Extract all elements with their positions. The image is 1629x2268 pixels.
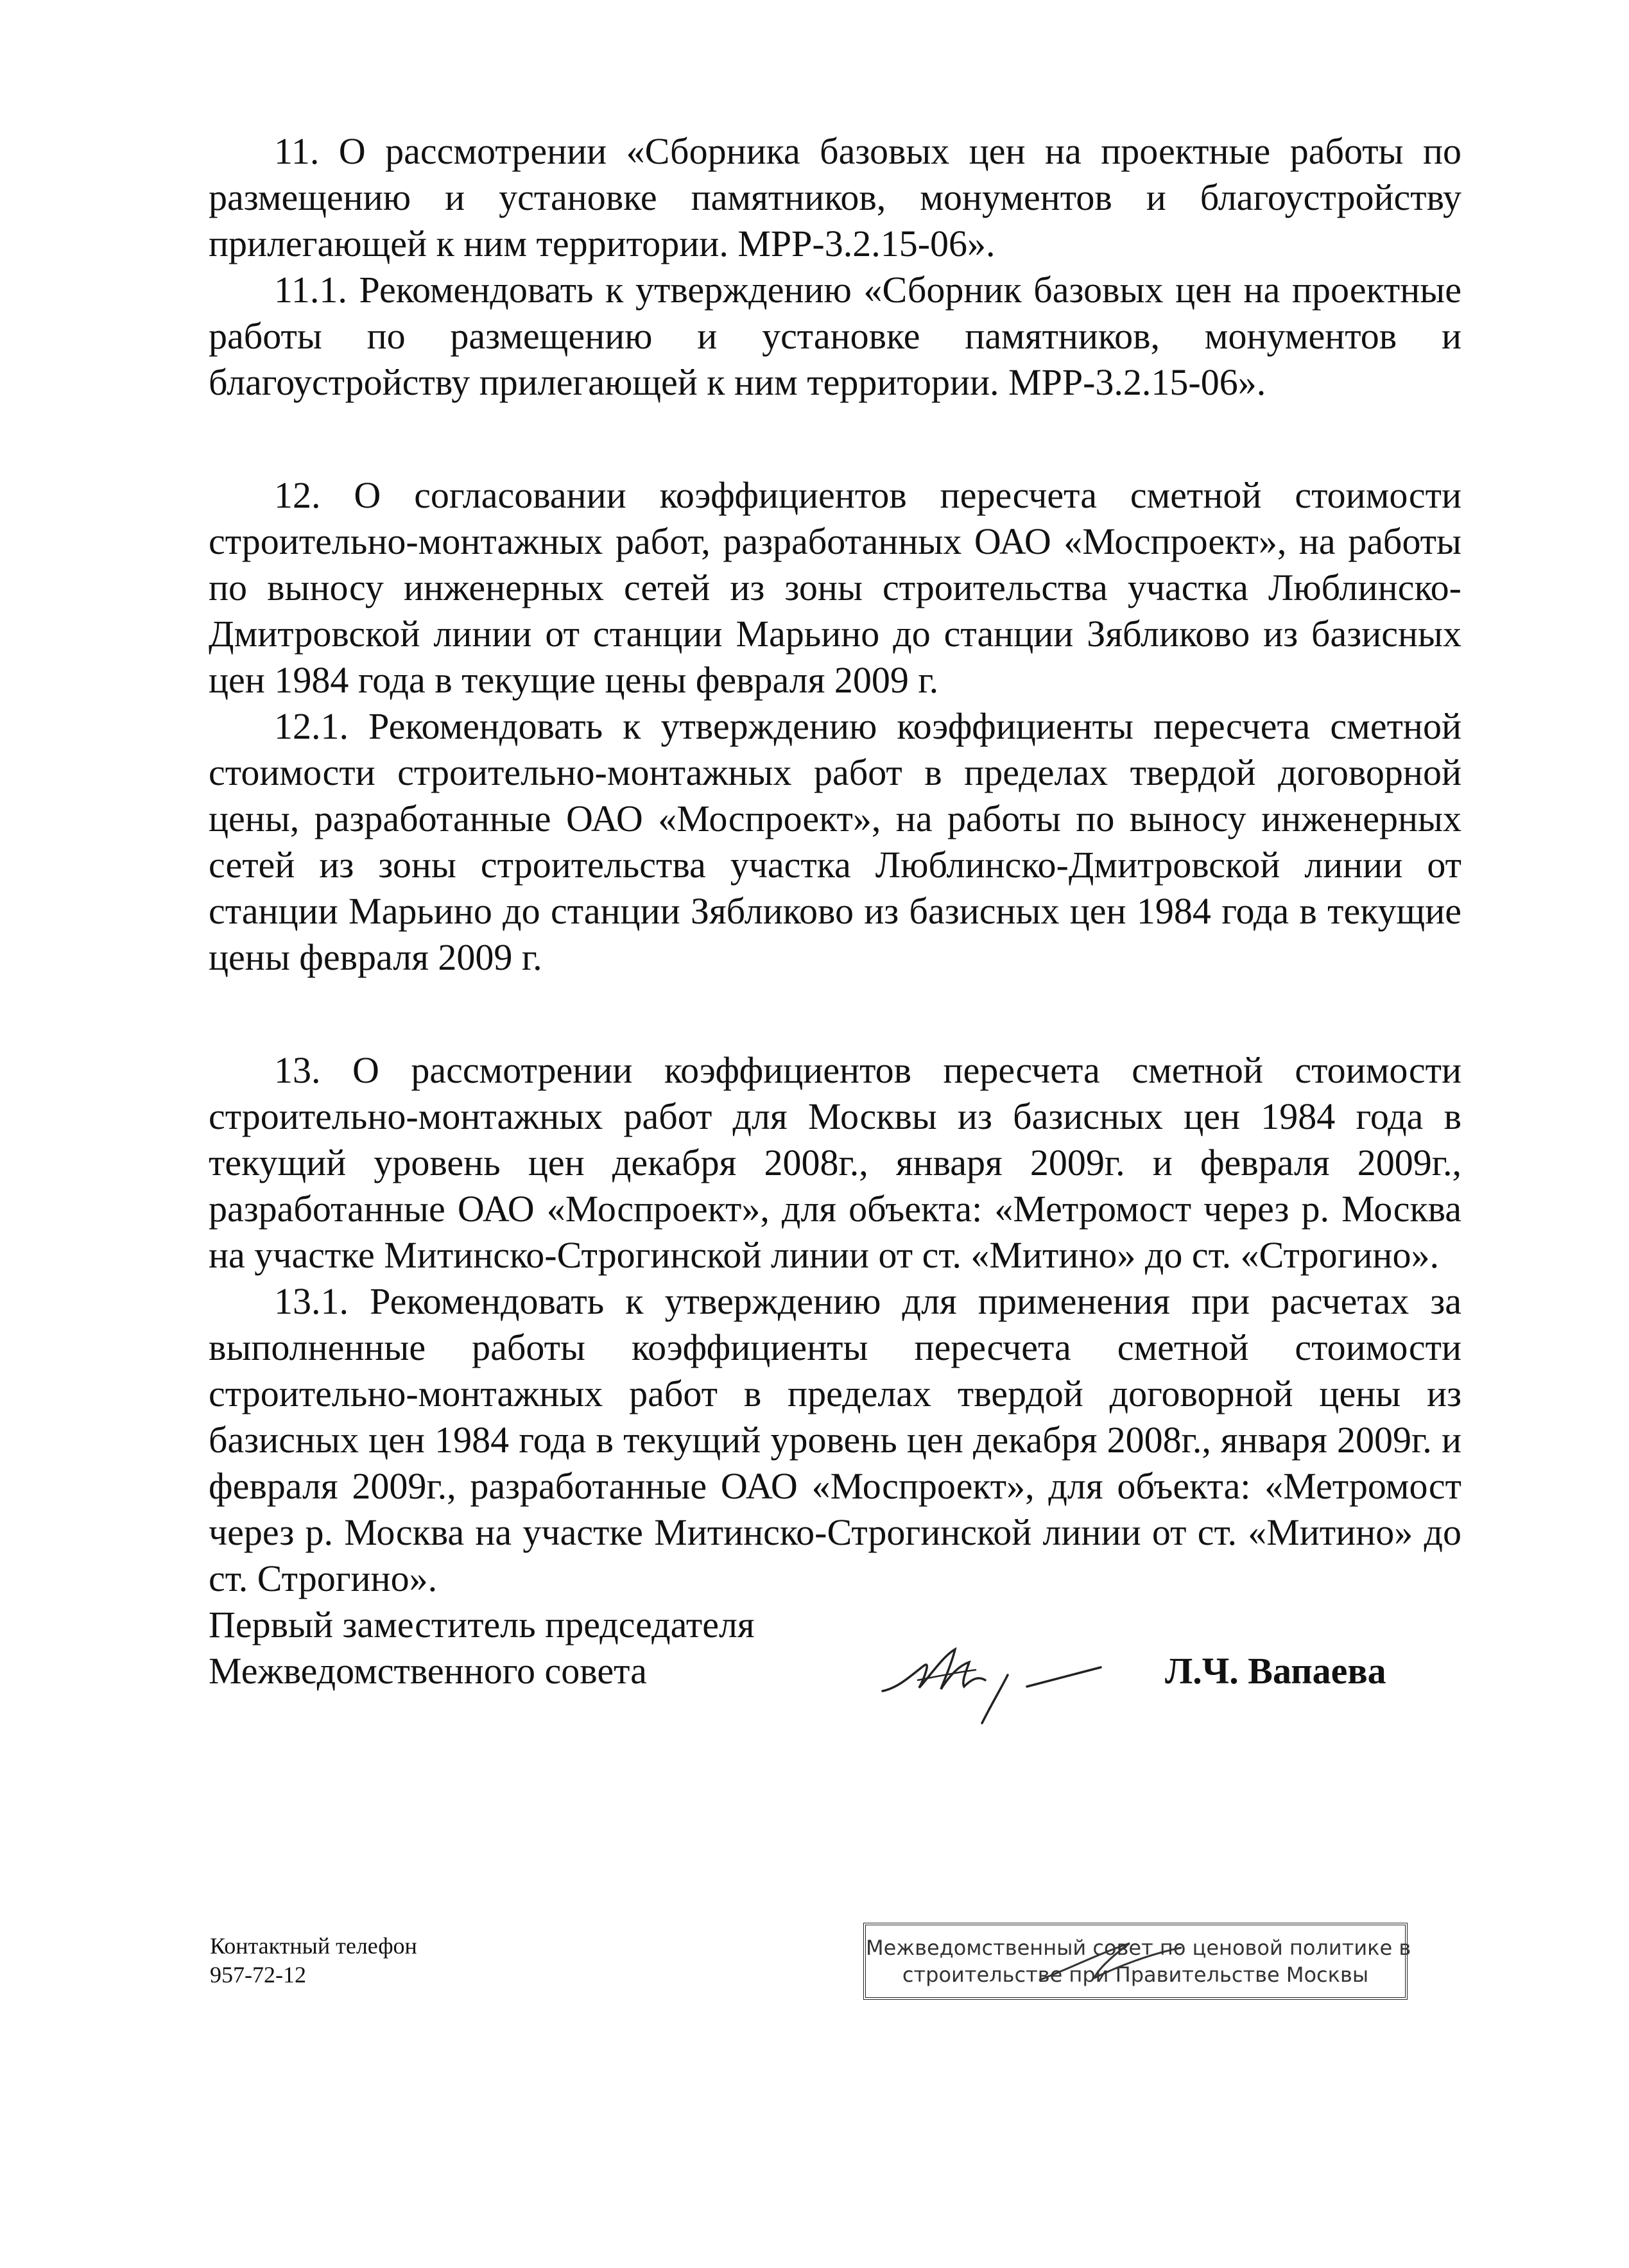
item-12-1: 12.1. Рекомендовать к утверждению коэффициенты пересчета сметной стоимости строительно-монтажных работ в пределах твердой договорной цены, разработанные ОАО «Моспроект», на работы по выносу инженерных сетей из зоны строительства участка Люблинско-Дмитровской линии от станции Марьино до станции Зябликово из базисных цен 1984 года в текущие цены февраля 2009 г. <box>209 705 1461 978</box>
contact-phone: 957-72-12 <box>210 1962 306 1988</box>
signatory-title-line1: Первый заместитель председателя <box>209 1604 755 1645</box>
paragraph-gap <box>209 981 1461 1047</box>
contact-info <box>210 1932 417 1989</box>
item-13-1: 13.1. Рекомендовать к утверждению для применения при расчетах за выполненные работы коэффициенты пересчета сметной стоимости строительно-монтажных работ в пределах твердой договорной цены из базисных цен 1984 года в текущий уровень цен декабря 2008г., января 2009г. и февраля 2009г., разработанные ОАО «Моспроект», для объекта: «Метромост через р. Москва на участке Митинско-Строгинской линии от ст. «Митино» до ст. Строгино». <box>209 1280 1461 1599</box>
signatory-title-line2: Межведомственного совета <box>209 1650 647 1692</box>
paragraph-gap <box>209 406 1461 472</box>
handwritten-signature-icon <box>879 1630 1123 1726</box>
stamp-line1: Межведомственный совет по ценовой политике в <box>866 1936 1411 1960</box>
stamp-signature-icon <box>1027 1925 1220 1996</box>
signatory-title <box>209 1602 755 1694</box>
item-12: 12. О согласовании коэффициентов пересчета сметной стоимости строительно-монтажных работ, разработанных ОАО «Моспроект», на работы по выносу инженерных сетей из зоны строительства участка Люблинско-Дмитровской линии от станции Марьино до станции Зябликово из базисных цен 1984 года в текущие цены февраля 2009 г. <box>209 474 1461 701</box>
document-body <box>209 128 1461 1602</box>
item-11: 11. О рассмотрении «Сборника базовых цен на проектные работы по размещению и установке памятников, монументов и благоустройству прилегающей к ним территории. МРР-3.2.15-06». <box>209 130 1461 264</box>
stamp-line2: строительстве при Правительстве Москвы <box>902 1963 1369 1987</box>
item-11-1: 11.1. Рекомендовать к утверждению «Сборник базовых цен на проектные работы по размещению и установке памятников, монументов и благоустройству прилегающей к ним территории. МРР-3.2.15-06». <box>209 269 1461 403</box>
contact-label: Контактный телефон <box>210 1933 417 1959</box>
item-13: 13. О рассмотрении коэффициентов пересчета сметной стоимости строительно-монтажных работ для Москвы из базисных цен 1984 года в текущий уровень цен декабря 2008г., января 2009г. и февраля 2009г., разработанные ОАО «Моспроект», для объекта: «Метромост через р. Москва на участке Митинско-Строгинской линии от ст. «Митино» до ст. «Строгино». <box>209 1049 1461 1276</box>
signatory-name: Л.Ч. Вапаева <box>1165 1650 1386 1692</box>
